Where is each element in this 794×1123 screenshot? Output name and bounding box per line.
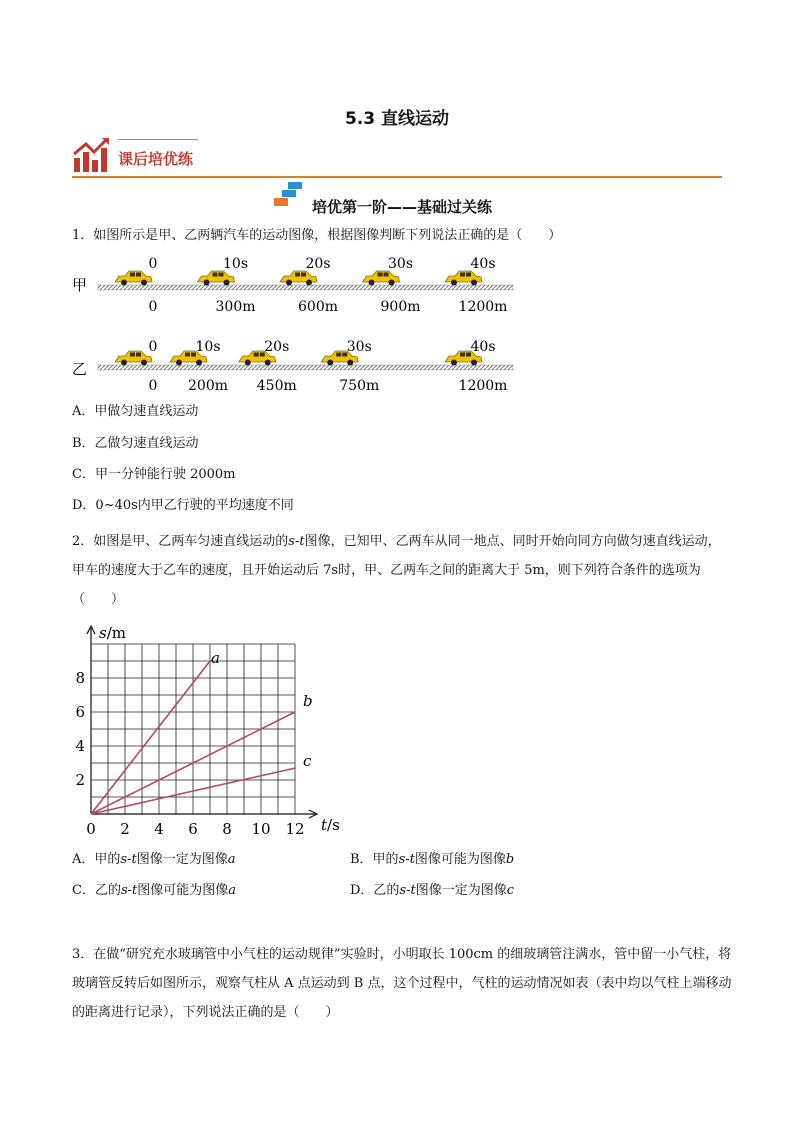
- q1-option-d: D．0~40s内甲乙行驶的平均速度不同: [72, 498, 294, 513]
- y-tick-label: 8: [75, 669, 85, 687]
- q1-row-yi: [72, 339, 513, 394]
- section-divider: [118, 139, 198, 140]
- x-tick-label: 10: [251, 820, 271, 838]
- question-3-text: 3．在做“研究充水玻璃管中小气柱的运动规律”实验时，小明取长 100cm 的细玻璃管注满水，管中留一小气柱，将玻璃管反转后如图所示，观察气柱从 A 点运动到 B 点，这个过程中，气柱的运动情况如表（表中均以气柱上端移动的距离进行记录），下列说法正确的是（ ）: [72, 947, 732, 1020]
- distance-label: 900m: [380, 299, 421, 315]
- distance-label: 200m: [188, 378, 228, 394]
- time-label: 10s: [195, 339, 221, 355]
- rising-chart-icon: [72, 136, 112, 176]
- y-tick-label: 6: [75, 703, 85, 721]
- stage-label: 培优第一阶——基础过关练: [312, 198, 493, 216]
- section-label: 课后培优练: [118, 150, 194, 168]
- row-label-yi: 乙: [72, 360, 88, 378]
- series-label-c: c: [303, 752, 312, 771]
- distance-label: 1200m: [458, 378, 508, 394]
- distance-label: 300m: [215, 299, 256, 315]
- time-label: 0: [148, 256, 158, 272]
- steps-icon: [272, 180, 308, 208]
- series-label-a: a: [211, 649, 220, 667]
- time-label: 20s: [305, 256, 331, 272]
- q1-option-b: B．乙做匀速直线运动: [72, 436, 199, 451]
- row-label-jia: 甲: [72, 276, 88, 294]
- car-icon: [363, 271, 400, 286]
- time-label: 20s: [264, 339, 290, 355]
- y-tick-label: 4: [75, 737, 85, 755]
- distance-label: 450m: [256, 378, 297, 394]
- distance-label: 750m: [339, 378, 380, 394]
- car-icon: [280, 271, 317, 286]
- series-label-b: b: [303, 692, 313, 710]
- x-tick-label: 4: [154, 820, 164, 838]
- q2-option-c: C．乙的s-t图像可能为图像a: [72, 883, 237, 898]
- q2-option-d: D．乙的s-t图像一定为图像c: [350, 883, 515, 898]
- section-rule: [72, 176, 722, 178]
- car-icon: [115, 271, 152, 286]
- distance-label: 0: [148, 378, 158, 394]
- st-chart: [70, 620, 350, 840]
- distance-label: 0: [148, 299, 158, 315]
- time-label: 30s: [388, 256, 413, 272]
- distance-label: 1200m: [458, 299, 508, 315]
- car-icon: [445, 271, 482, 286]
- time-label: 30s: [346, 339, 372, 355]
- question-1-text: 1．如图所示是甲、乙两辆汽车的运动图像，根据图像判断下列说法正确的是（ ）: [72, 228, 562, 243]
- x-tick-label: 8: [222, 820, 232, 838]
- time-label: 40s: [470, 256, 496, 272]
- car-icon: [198, 271, 235, 286]
- q1-car-diagram: [70, 248, 530, 398]
- q1-row-jia: [72, 256, 513, 315]
- page-title: 5.3 直线运动: [344, 109, 450, 129]
- y-tick-label: 2: [75, 771, 85, 789]
- distance-label: 600m: [298, 299, 338, 315]
- time-label: 10s: [223, 256, 248, 272]
- q1-option-c: C．甲一分钟能行驶 2000m: [72, 467, 236, 482]
- x-tick-label: 0: [86, 820, 96, 838]
- car-icon: [115, 351, 152, 366]
- x-axis-label: t/s: [321, 816, 340, 834]
- q2-option-b: B．甲的s-t图像可能为图像b: [350, 852, 515, 867]
- q1-option-a: A．甲做匀速直线运动: [72, 404, 199, 419]
- question-2-text: 2．如图是甲、乙两车匀速直线运动的s-t图像，已知甲、乙两车从同一地点、同时开始向同方向做匀速直线运动，甲车的速度大于乙车的速度，且开始运动后 7s时，甲、乙两车之间的距离大于 5m，则下列符合条件的选项为（ ）: [72, 534, 721, 607]
- x-tick-label: 6: [188, 820, 198, 838]
- time-label: 40s: [470, 339, 496, 355]
- x-tick-label: 2: [120, 820, 130, 838]
- time-label: 0: [148, 339, 158, 355]
- y-axis-label: s/m: [99, 624, 126, 642]
- q2-option-a: A．甲的s-t图像一定为图像a: [72, 852, 236, 867]
- x-tick-label: 12: [285, 820, 305, 838]
